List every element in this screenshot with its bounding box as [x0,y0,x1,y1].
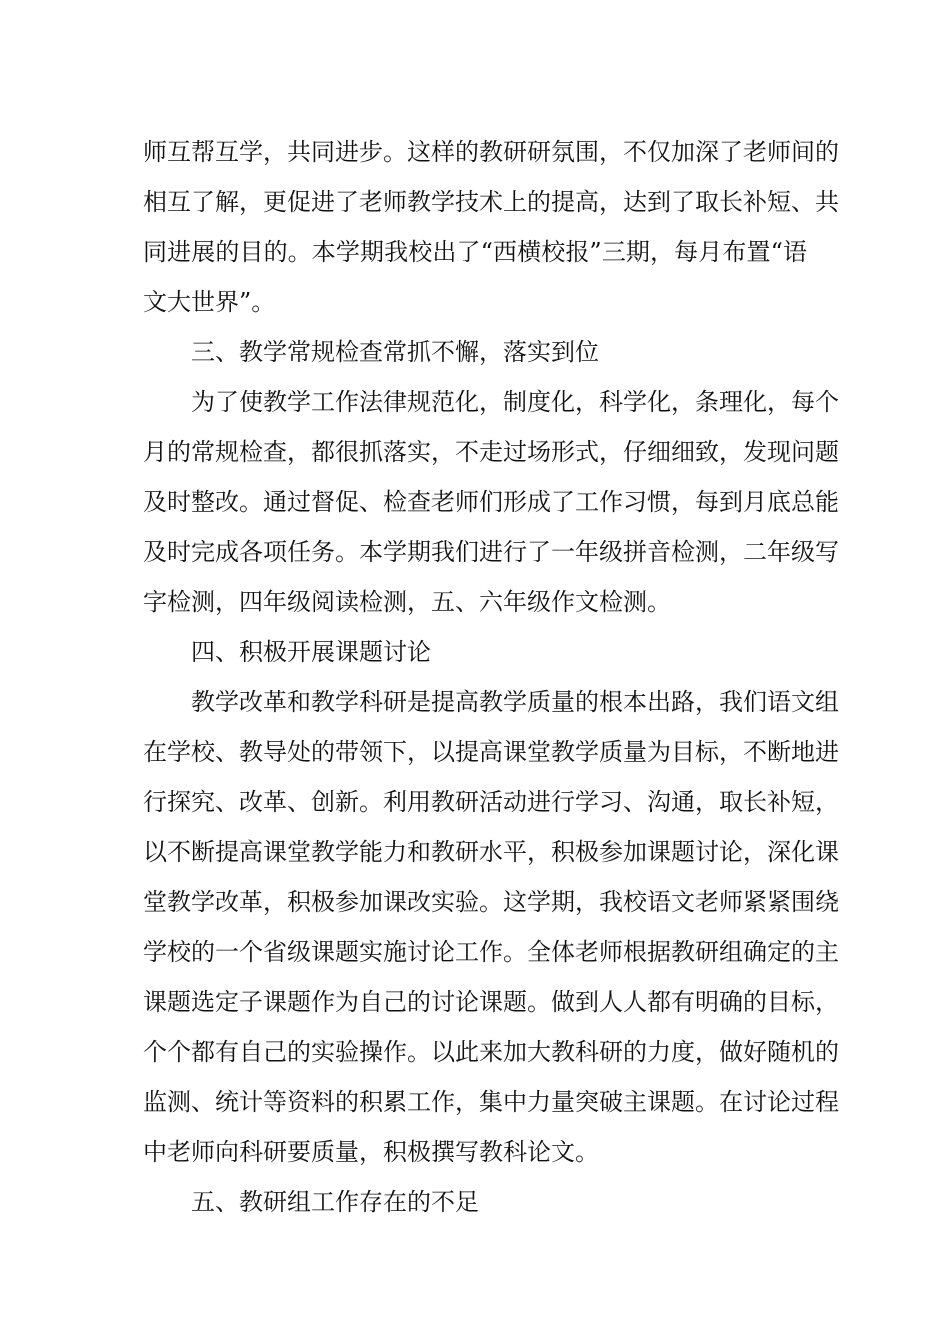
section-heading-5: 五、教研组工作存在的不足 [191,1188,479,1216]
paragraph-1-line-2: 相互了解，更促进了老师教学技术上的提高，达到了取长补短、共 [143,188,839,216]
paragraph-3-line-5: 堂教学改革，积极参加课改实验。这学期，我校语文老师紧紧围绕 [143,888,839,916]
paragraph-1-line-1: 师互帮互学，共同进步。这样的教研研氛围，不仅加深了老师间的 [143,138,839,166]
paragraph-3-line-10: 中老师向科研要质量，积极撰写教科论文。 [143,1138,599,1166]
paragraph-2-line-2: 月的常规检查，都很抓落实，不走过场形式，仔细细致，发现问题 [143,438,839,466]
paragraph-2-line-3: 及时整改。通过督促、检查老师们形成了工作习惯，每到月底总能 [143,488,839,516]
paragraph-3-line-4: 以不断提高课堂教学能力和教研水平，积极参加课题讨论，深化课 [143,838,839,866]
section-heading-4: 四、积极开展课题讨论 [191,638,431,666]
paragraph-2-line-1: 为了使教学工作法律规范化，制度化，科学化，条理化，每个 [191,388,839,416]
paragraph-3-line-6: 学校的一个省级课题实施讨论工作。全体老师根据教研组确定的主 [143,938,839,966]
paragraph-3-line-8: 个个都有自己的实验操作。以此来加大教科研的力度，做好随机的 [143,1038,839,1066]
paragraph-2-line-4: 及时完成各项任务。本学期我们进行了一年级拼音检测，二年级写 [143,538,839,566]
paragraph-2-line-5: 字检测，四年级阅读检测，五、六年级作文检测。 [143,588,671,616]
paragraph-3-line-3: 行探究、改革、创新。利用教研活动进行学习、沟通，取长补短， [143,788,839,816]
paragraph-1-line-3: 同进展的目的。本学期我校出了“西横校报”三期，每月布置“语 [143,238,807,266]
section-heading-3: 三、教学常规检查常抓不懈，落实到位 [191,338,599,366]
paragraph-3-line-9: 监测、统计等资料的积累工作，集中力量突破主课题。在讨论过程 [143,1088,839,1116]
paragraph-3-line-2: 在学校、教导处的带领下，以提高课堂教学质量为目标，不断地进 [143,738,839,766]
paragraph-1-line-4: 文大世界”。 [143,288,276,316]
paragraph-3-line-7: 课题选定子课题作为自己的讨论课题。做到人人都有明确的目标， [143,988,839,1016]
paragraph-3-line-1: 教学改革和教学科研是提高教学质量的根本出路，我们语文组 [191,688,839,716]
